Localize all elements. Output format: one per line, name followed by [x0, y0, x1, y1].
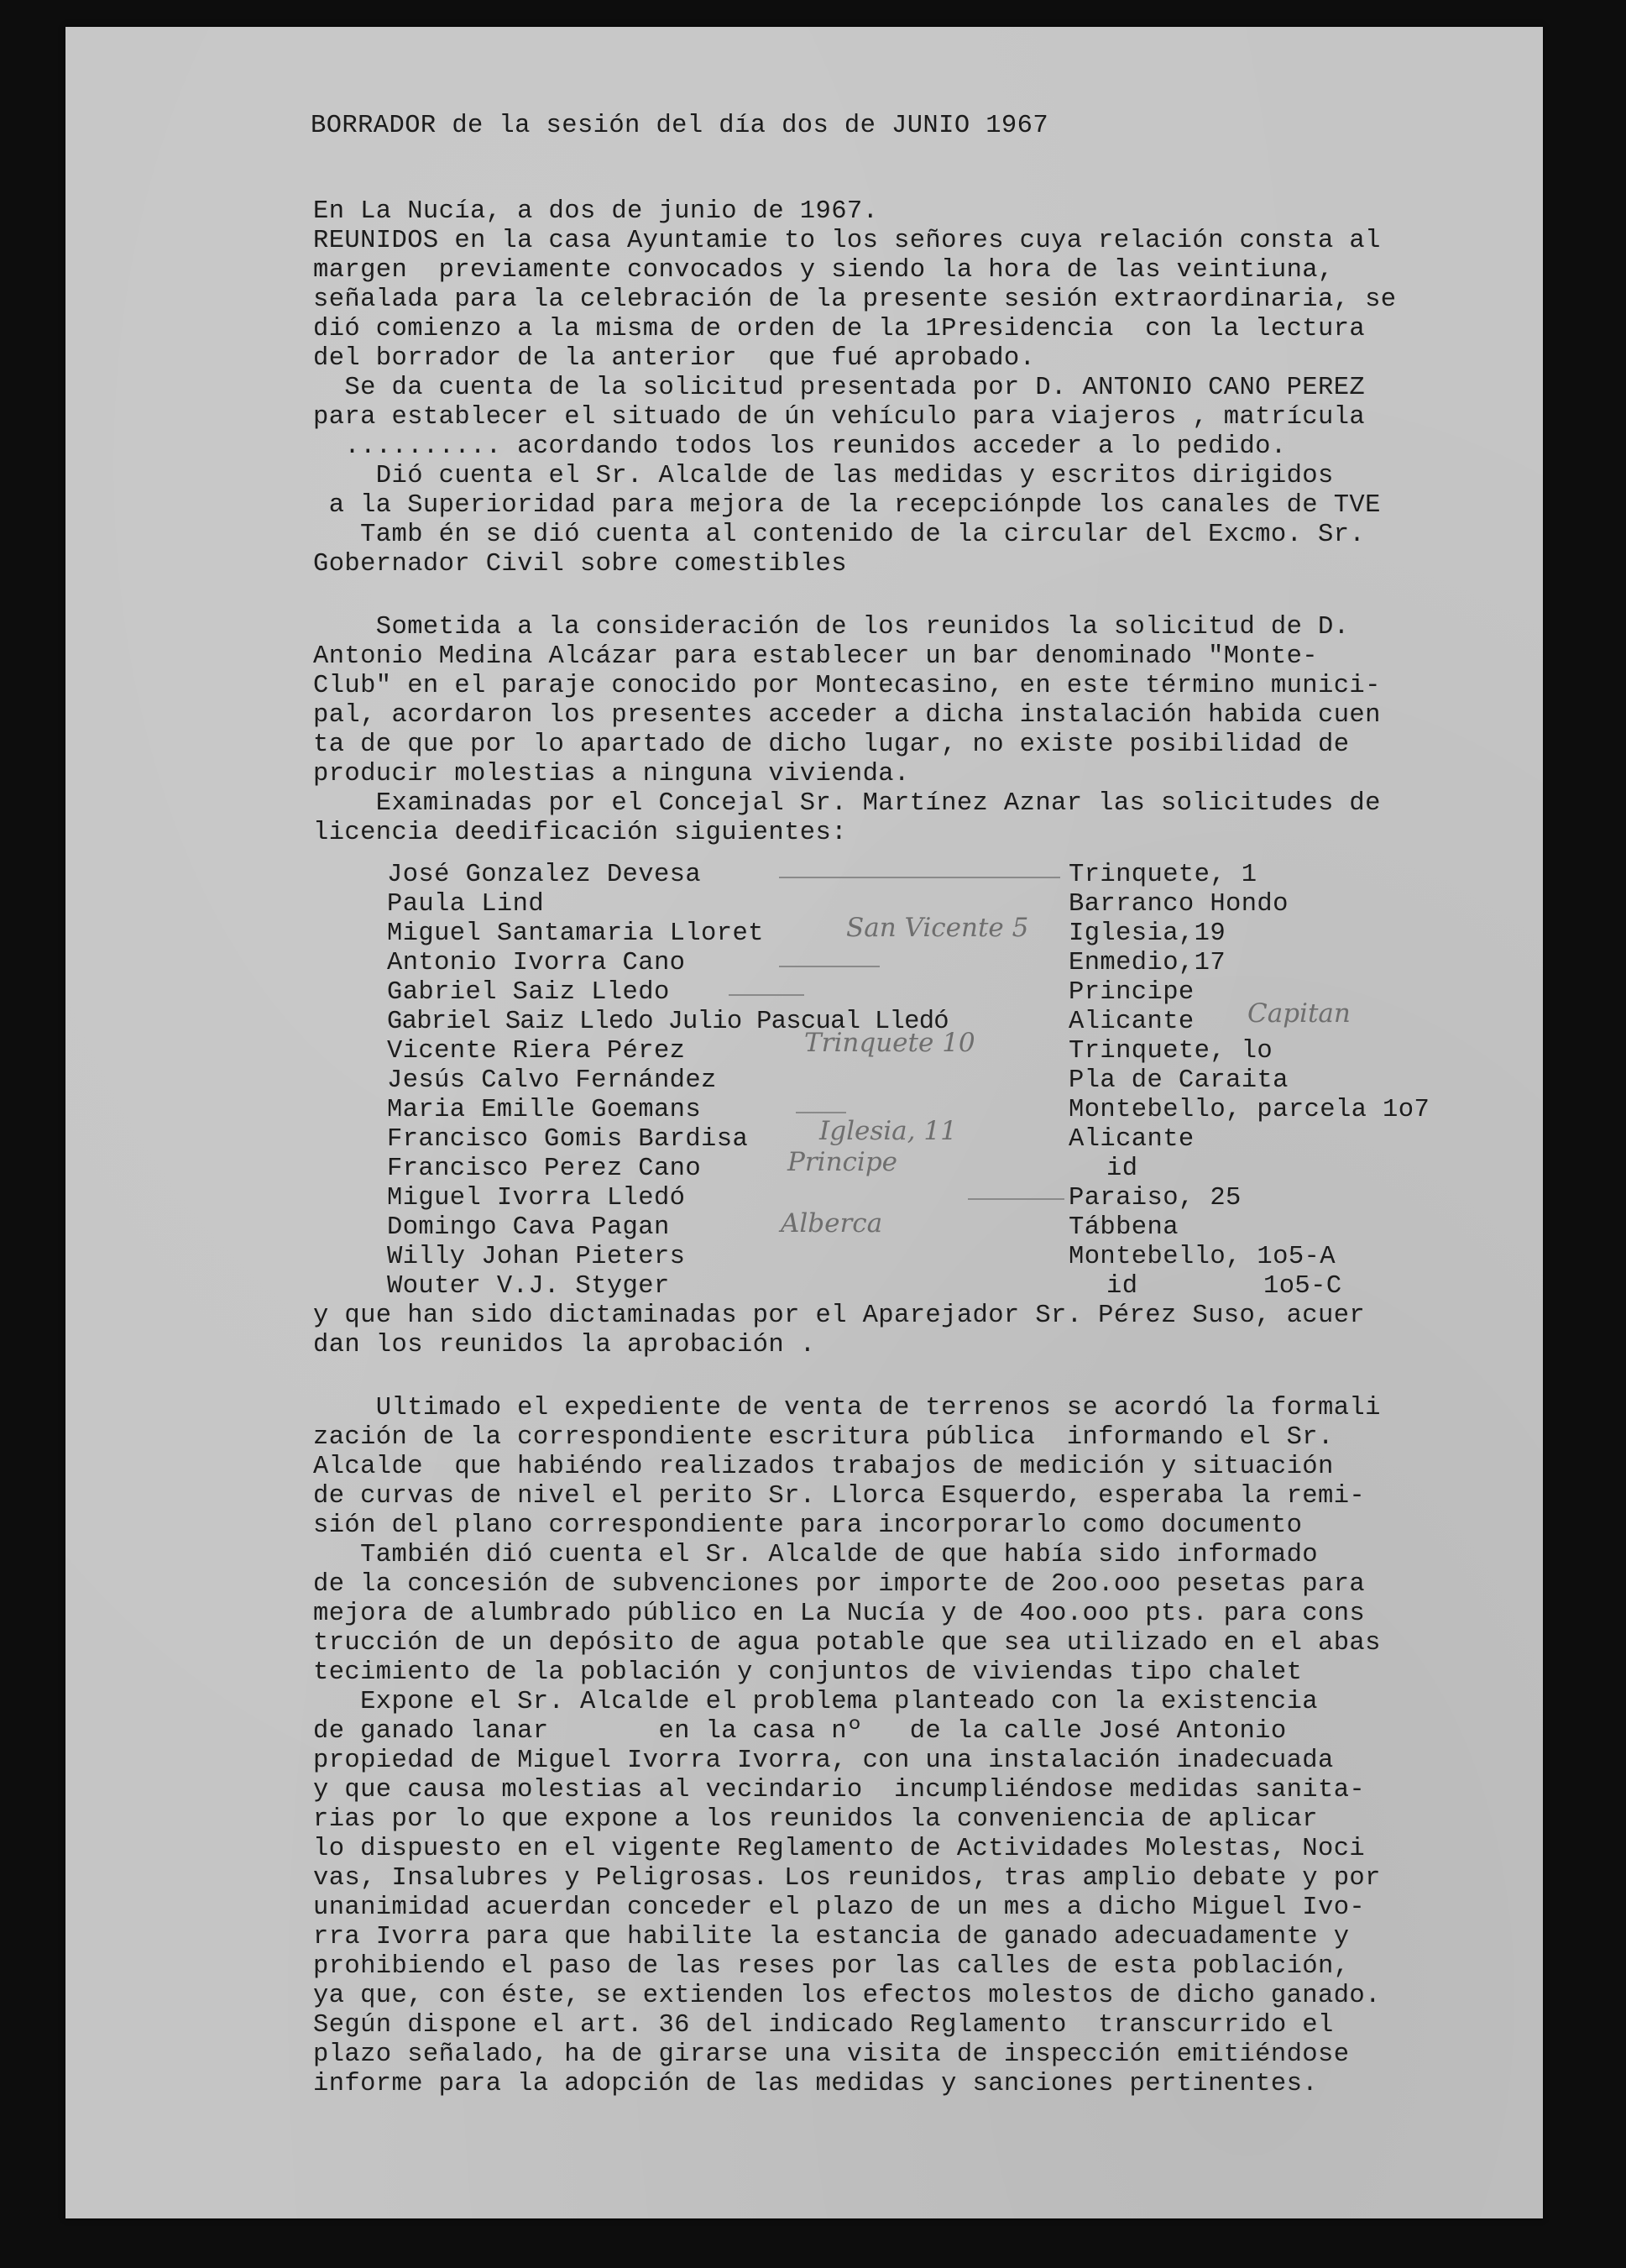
license-address: Trinquete, lo: [1069, 1037, 1273, 1066]
license-address: Enmedio,17: [1069, 949, 1226, 977]
license-name: Vicente Riera Pérez: [387, 1037, 686, 1066]
text-line: trucción de un depósito de agua potable que sea utilizado en el abas: [313, 1629, 1381, 1658]
text-line: Club" en el paraje conocido por Montecasino, en este término munici-: [313, 672, 1381, 700]
handwritten-note: Trinquete 10: [804, 1028, 975, 1058]
text-line: a la Superioridad para mejora de la recepciónpde los canales de TVE: [313, 491, 1381, 520]
text-line: Sometida a la consideración de los reunidos la solicitud de D.: [313, 613, 1350, 642]
document-page: [65, 27, 1543, 2218]
text-line: para establecer el situado de ún vehículo para viajeros , matrícula: [313, 403, 1366, 432]
text-line: En La Nucía, a dos de junio de 1967.: [313, 197, 879, 226]
document-title: BORRADOR de la sesión del día dos de JUNIO 1967: [311, 112, 1049, 140]
text-line: Alcalde que habiéndo realizados trabajos de medición y situación: [313, 1453, 1334, 1481]
handwritten-note: Principe: [787, 1147, 898, 1177]
license-address: Montebello, parcela 1o7: [1069, 1096, 1430, 1124]
pencil-stroke: [968, 1198, 1064, 1200]
text-line: del borrador de la anterior que fué aprobado.: [313, 344, 1036, 373]
license-name: Antonio Ivorra Cano: [387, 949, 686, 977]
text-line: plazo señalado, ha de girarse una visita de inspección emitiéndose: [313, 2040, 1350, 2069]
text-line: lo dispuesto en el vigente Reglamento de Actividades Molestas, Noci: [313, 1835, 1366, 1863]
text-line: Expone el Sr. Alcalde el problema planteado con la existencia: [313, 1688, 1318, 1716]
license-address: Pla de Caraita: [1069, 1066, 1289, 1095]
license-name: Wouter V.J. Styger: [387, 1272, 670, 1301]
license-address: Montebello, 1o5-A: [1069, 1243, 1336, 1271]
text-line: de curvas de nivel el perito Sr. Llorca Esquerdo, esperaba la remi-: [313, 1482, 1366, 1511]
text-line: mejora de alumbrado público en La Nucía y de 4oo.ooo pts. para cons: [313, 1600, 1366, 1628]
handwritten-note: Alberca: [781, 1208, 883, 1239]
license-name: Domingo Cava Pagan: [387, 1213, 670, 1242]
text-line: Gobernador Civil sobre comestibles: [313, 550, 847, 579]
text-line: Antonio Medina Alcázar para establecer un bar denominado "Monte-: [313, 642, 1318, 671]
license-address: Iglesia,19: [1069, 919, 1226, 948]
license-address: Alicante: [1069, 1008, 1195, 1036]
license-name: Francisco Perez Cano: [387, 1155, 702, 1183]
text-line: Dió cuenta el Sr. Alcalde de las medidas y escritos dirigidos: [313, 462, 1334, 490]
text-line: margen previamente convocados y siendo la hora de las veintiuna,: [313, 256, 1334, 285]
text-line: tecimiento de la población y conjuntos de viviendas tipo chalet: [313, 1658, 1303, 1687]
text-line: dió comienzo a la misma de orden de la 1Presidencia con la lectura: [313, 315, 1366, 343]
pencil-stroke: [779, 966, 880, 967]
text-line: REUNIDOS en la casa Ayuntamie to los señores cuya relación consta al: [313, 227, 1381, 255]
text-line: informe para la adopción de las medidas y sanciones pertinentes.: [313, 2070, 1318, 2098]
handwritten-note: Iglesia, 11: [819, 1116, 957, 1146]
license-name: Willy Johan Pieters: [387, 1243, 686, 1271]
text-line: señalada para la celebración de la presente sesión extraordinaria, se: [313, 285, 1397, 314]
pencil-stroke: [779, 877, 1060, 878]
text-line: de la concesión de subvenciones por importe de 2oo.ooo pesetas para: [313, 1570, 1366, 1599]
text-line: licencia deedificación siguientes:: [313, 819, 847, 847]
pencil-stroke: [796, 1112, 846, 1113]
text-line: vas, Insalubres y Peligrosas. Los reunidos, tras amplio debate y por: [313, 1864, 1381, 1893]
text-line: También dió cuenta el Sr. Alcalde de que había sido informado: [313, 1541, 1318, 1569]
text-line: rra Ivorra para que habilite la estancia de ganado adecuadamente y: [313, 1923, 1350, 1951]
license-name: Miguel Santamaria Lloret: [387, 919, 764, 948]
text-line: Se da cuenta de la solicitud presentada por D. ANTONIO CANO PEREZ: [313, 374, 1366, 402]
license-address: id: [1106, 1155, 1138, 1183]
license-name: Francisco Gomis Bardisa: [387, 1125, 749, 1154]
license-address: id 1o5-C: [1106, 1272, 1342, 1301]
text-line: dan los reunidos la aprobación .: [313, 1331, 816, 1359]
text-line: sión del plano correspondiente para incorporarlo como documento: [313, 1511, 1303, 1540]
license-address: Principe: [1069, 978, 1195, 1007]
text-line: Examinadas por el Concejal Sr. Martínez Aznar las solicitudes de: [313, 789, 1381, 818]
text-line: pal, acordaron los presentes acceder a dicha instalación habida cuen: [313, 701, 1381, 730]
text-line: .......... acordando todos los reunidos acceder a lo pedido.: [313, 432, 1287, 461]
text-line: zación de la correspondiente escritura pública informando el Sr.: [313, 1423, 1334, 1452]
license-name: Jesús Calvo Fernández: [387, 1066, 717, 1095]
text-line: ta de que por lo apartado de dicho lugar, no existe posibilidad de: [313, 731, 1350, 759]
license-address: Tábbena: [1069, 1213, 1179, 1242]
license-name: Miguel Ivorra Lledó: [387, 1184, 686, 1213]
text-line: propiedad de Miguel Ivorra Ivorra, con una instalación inadecuada: [313, 1747, 1334, 1775]
text-line: producir molestias a ninguna vivienda.: [313, 760, 910, 788]
license-name: Maria Emille Goemans: [387, 1096, 702, 1124]
pencil-stroke: [729, 994, 804, 996]
text-line: Ultimado el expediente de venta de terrenos se acordó la formali: [313, 1394, 1381, 1422]
license-address: Alicante: [1069, 1125, 1195, 1154]
license-name: José Gonzalez Devesa: [387, 861, 702, 889]
handwritten-note: San Vicente 5: [846, 913, 1029, 943]
handwritten-note: Capitan: [1247, 998, 1351, 1029]
license-address: Barranco Hondo: [1069, 890, 1289, 919]
text-line: y que han sido dictaminadas por el Aparejador Sr. Pérez Suso, acuer: [313, 1302, 1366, 1330]
text-line: Según dispone el art. 36 del indicado Reglamento transcurrido el: [313, 2011, 1334, 2040]
text-line: prohibiendo el paso de las reses por las calles de esta población,: [313, 1952, 1350, 1981]
license-address: Paraiso, 25: [1069, 1184, 1242, 1213]
license-name: Gabriel Saiz Lledo Julio Pascual Lledó: [387, 1008, 949, 1036]
text-line: y que causa molestias al vecindario incumpliéndose medidas sanita-: [313, 1776, 1366, 1804]
license-address: Trinquete, 1: [1069, 861, 1257, 889]
text-line: Tamb én se dió cuenta al contenido de la circular del Excmo. Sr.: [313, 521, 1366, 549]
text-line: ya que, con éste, se extienden los efectos molestos de dicho ganado.: [313, 1982, 1381, 2010]
text-line: unanimidad acuerdan conceder el plazo de un mes a dicho Miguel Ivo-: [313, 1893, 1366, 1922]
license-name: Paula Lind: [387, 890, 545, 919]
text-line: de ganado lanar en la casa nº de la calle José Antonio: [313, 1717, 1287, 1746]
text-line: rias por lo que expone a los reunidos la conveniencia de aplicar: [313, 1805, 1318, 1834]
license-name: Gabriel Saiz Lledo: [387, 978, 670, 1007]
